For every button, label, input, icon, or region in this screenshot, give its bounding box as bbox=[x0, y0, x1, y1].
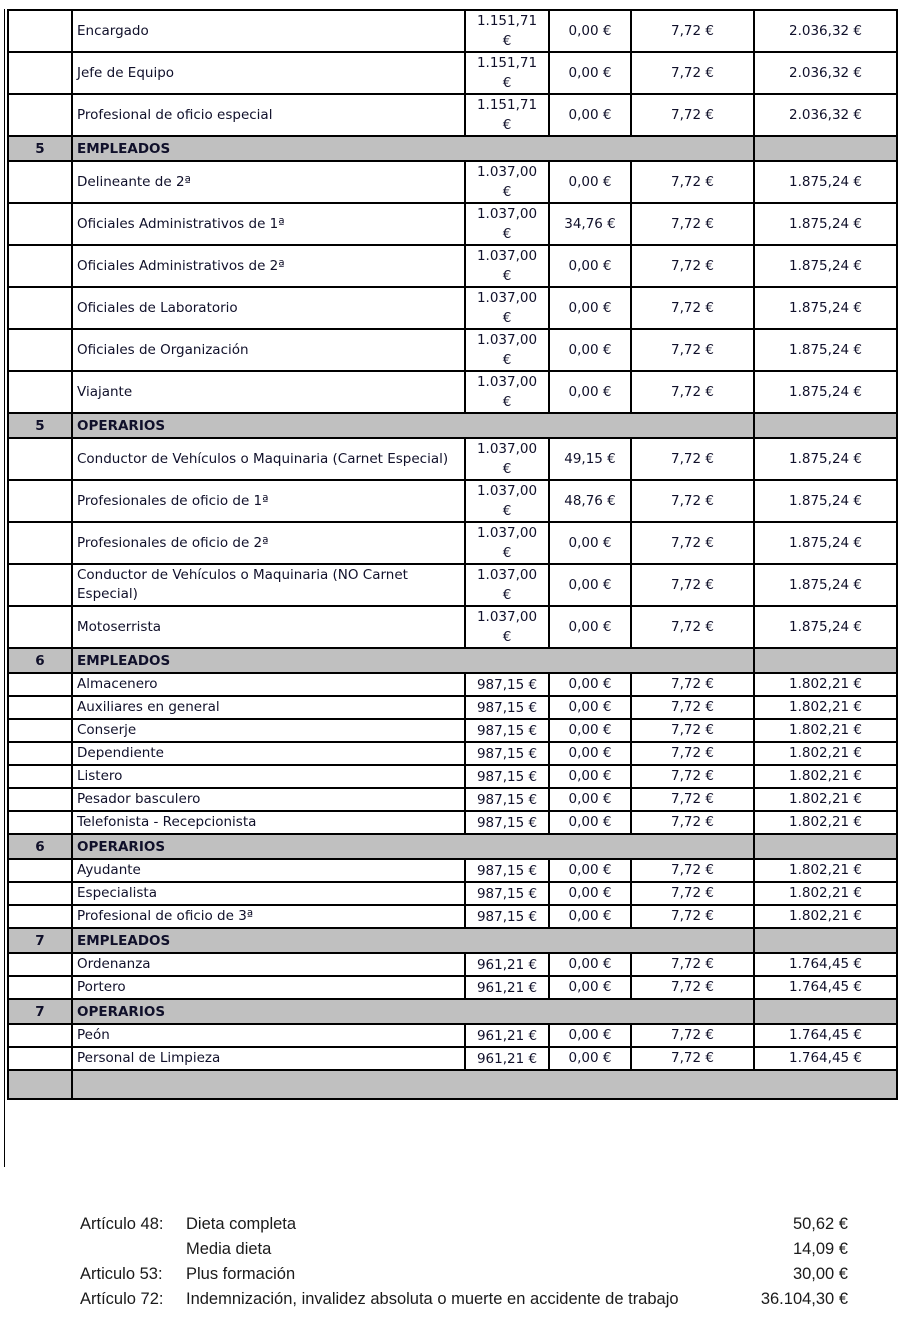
base-salary bbox=[465, 480, 549, 522]
plus-amount: 0,00 € bbox=[549, 94, 631, 136]
base-salary-amount: 1.037,00 bbox=[476, 525, 538, 541]
table-row bbox=[8, 719, 897, 742]
level-cell bbox=[8, 371, 72, 413]
article-row bbox=[80, 1262, 860, 1287]
article-label: Artículo 48: bbox=[80, 1215, 164, 1233]
base-salary-currency: € bbox=[502, 545, 512, 561]
plus-amount: 0,00 € bbox=[549, 371, 631, 413]
table-footer-row bbox=[8, 1070, 897, 1099]
level-cell bbox=[8, 811, 72, 834]
level-cell bbox=[8, 203, 72, 245]
total-amount: 1.875,24 € bbox=[754, 245, 897, 287]
category-name: Conserje bbox=[72, 719, 465, 742]
category-name: Oficiales de Laboratorio bbox=[72, 287, 465, 329]
table-outer-border bbox=[4, 9, 5, 1167]
level-cell bbox=[8, 882, 72, 905]
base-salary-currency: € bbox=[502, 226, 512, 242]
extra-amount: 7,72 € bbox=[631, 371, 754, 413]
group-label: EMPLEADOS bbox=[72, 928, 754, 953]
plus-amount: 0,00 € bbox=[549, 522, 631, 564]
category-name: Encargado bbox=[72, 10, 465, 52]
base-salary: 987,15 € bbox=[465, 905, 549, 928]
base-salary: 961,21 € bbox=[465, 976, 549, 999]
base-salary: 961,21 € bbox=[465, 1047, 549, 1070]
extra-amount: 7,72 € bbox=[631, 94, 754, 136]
level-cell bbox=[8, 606, 72, 648]
plus-amount: 0,00 € bbox=[549, 719, 631, 742]
group-label: OPERARIOS bbox=[72, 999, 754, 1024]
base-salary bbox=[465, 522, 549, 564]
footer-cell bbox=[72, 1070, 897, 1099]
level-cell bbox=[8, 287, 72, 329]
category-name: Profesionales de oficio de 2ª bbox=[72, 522, 465, 564]
total-amount: 1.802,21 € bbox=[754, 859, 897, 882]
base-salary-amount: 1.037,00 bbox=[476, 206, 538, 222]
base-salary bbox=[465, 10, 549, 52]
category-name: Motoserrista bbox=[72, 606, 465, 648]
plus-amount: 48,76 € bbox=[549, 480, 631, 522]
level-cell bbox=[8, 719, 72, 742]
table-row bbox=[8, 859, 897, 882]
plus-amount: 0,00 € bbox=[549, 673, 631, 696]
base-salary-currency: € bbox=[502, 587, 512, 603]
table-row bbox=[8, 287, 897, 329]
total-amount: 1.802,21 € bbox=[754, 788, 897, 811]
plus-amount: 0,00 € bbox=[549, 696, 631, 719]
total-amount: 2.036,32 € bbox=[754, 94, 897, 136]
total-amount: 1.875,24 € bbox=[754, 287, 897, 329]
group-level: 7 bbox=[8, 928, 72, 953]
plus-amount: 0,00 € bbox=[549, 953, 631, 976]
table-row bbox=[8, 1047, 897, 1070]
extra-amount: 7,72 € bbox=[631, 765, 754, 788]
category-name: Peón bbox=[72, 1024, 465, 1047]
table-row bbox=[8, 882, 897, 905]
table-row bbox=[8, 1024, 897, 1047]
category-name: Ayudante bbox=[72, 859, 465, 882]
level-cell bbox=[8, 1047, 72, 1070]
base-salary: 987,15 € bbox=[465, 788, 549, 811]
base-salary bbox=[465, 287, 549, 329]
base-salary-currency: € bbox=[502, 184, 512, 200]
base-salary-amount: 1.151,71 bbox=[476, 55, 538, 71]
table-row bbox=[8, 245, 897, 287]
table-row bbox=[8, 788, 897, 811]
table-row bbox=[8, 438, 897, 480]
plus-amount: 0,00 € bbox=[549, 788, 631, 811]
table-row bbox=[8, 905, 897, 928]
total-amount: 1.875,24 € bbox=[754, 329, 897, 371]
article-description: Dieta completa bbox=[186, 1215, 297, 1233]
total-amount: 1.875,24 € bbox=[754, 606, 897, 648]
level-cell bbox=[8, 673, 72, 696]
plus-amount: 0,00 € bbox=[549, 1024, 631, 1047]
level-cell bbox=[8, 696, 72, 719]
extra-amount: 7,72 € bbox=[631, 10, 754, 52]
plus-amount: 0,00 € bbox=[549, 976, 631, 999]
group-level: 7 bbox=[8, 999, 72, 1024]
total-amount: 1.875,24 € bbox=[754, 161, 897, 203]
table-row bbox=[8, 564, 897, 606]
footer-cell bbox=[8, 1070, 72, 1099]
table-row bbox=[8, 811, 897, 834]
total-amount: 1.802,21 € bbox=[754, 905, 897, 928]
group-header-row bbox=[8, 136, 897, 161]
plus-amount: 0,00 € bbox=[549, 1047, 631, 1070]
table-row bbox=[8, 161, 897, 203]
base-salary: 987,15 € bbox=[465, 696, 549, 719]
article-value: 14,09 € bbox=[792, 1240, 848, 1258]
level-cell bbox=[8, 329, 72, 371]
category-name: Listero bbox=[72, 765, 465, 788]
category-name: Conductor de Vehículos o Maquinaria (Carnet Especial) bbox=[72, 438, 465, 480]
base-salary-currency: € bbox=[502, 310, 512, 326]
base-salary-currency: € bbox=[502, 117, 512, 133]
plus-amount: 0,00 € bbox=[549, 52, 631, 94]
category-name: Profesionales de oficio de 1ª bbox=[72, 480, 465, 522]
base-salary: 987,15 € bbox=[465, 811, 549, 834]
plus-amount: 49,15 € bbox=[549, 438, 631, 480]
article-row bbox=[80, 1287, 860, 1312]
table-row bbox=[8, 203, 897, 245]
category-name: Pesador basculero bbox=[72, 788, 465, 811]
category-name: Ordenanza bbox=[72, 953, 465, 976]
article-label: Artículo 72: bbox=[80, 1290, 164, 1308]
extra-amount: 7,72 € bbox=[631, 882, 754, 905]
extra-amount: 7,72 € bbox=[631, 719, 754, 742]
group-total-cell bbox=[754, 999, 897, 1024]
base-salary bbox=[465, 52, 549, 94]
level-cell bbox=[8, 742, 72, 765]
base-salary bbox=[465, 161, 549, 203]
base-salary-currency: € bbox=[502, 268, 512, 284]
base-salary bbox=[465, 203, 549, 245]
group-total-cell bbox=[754, 413, 897, 438]
total-amount: 1.875,24 € bbox=[754, 203, 897, 245]
table-row bbox=[8, 52, 897, 94]
group-level: 6 bbox=[8, 648, 72, 673]
article-value: 50,62 € bbox=[792, 1215, 848, 1233]
base-salary: 961,21 € bbox=[465, 1024, 549, 1047]
extra-amount: 7,72 € bbox=[631, 953, 754, 976]
level-cell bbox=[8, 438, 72, 480]
plus-amount: 0,00 € bbox=[549, 10, 631, 52]
extra-amount: 7,72 € bbox=[631, 480, 754, 522]
plus-amount: 0,00 € bbox=[549, 161, 631, 203]
group-header-row bbox=[8, 413, 897, 438]
article-label: Articulo 53: bbox=[80, 1265, 163, 1283]
extra-amount: 7,72 € bbox=[631, 976, 754, 999]
extra-amount: 7,72 € bbox=[631, 161, 754, 203]
group-level: 5 bbox=[8, 136, 72, 161]
table-row bbox=[8, 673, 897, 696]
group-header-row bbox=[8, 648, 897, 673]
group-label: EMPLEADOS bbox=[72, 136, 754, 161]
base-salary bbox=[465, 329, 549, 371]
total-amount: 1.764,45 € bbox=[754, 953, 897, 976]
base-salary-currency: € bbox=[502, 394, 512, 410]
table-row bbox=[8, 953, 897, 976]
base-salary bbox=[465, 371, 549, 413]
group-header-row bbox=[8, 999, 897, 1024]
extra-amount: 7,72 € bbox=[631, 564, 754, 606]
level-cell bbox=[8, 52, 72, 94]
extra-amount: 7,72 € bbox=[631, 287, 754, 329]
category-name: Dependiente bbox=[72, 742, 465, 765]
total-amount: 1.802,21 € bbox=[754, 742, 897, 765]
base-salary: 961,21 € bbox=[465, 953, 549, 976]
plus-amount: 0,00 € bbox=[549, 811, 631, 834]
base-salary-currency: € bbox=[502, 352, 512, 368]
extra-amount: 7,72 € bbox=[631, 811, 754, 834]
base-salary-amount: 1.037,00 bbox=[476, 290, 538, 306]
base-salary-currency: € bbox=[502, 629, 512, 645]
base-salary: 987,15 € bbox=[465, 719, 549, 742]
base-salary bbox=[465, 606, 549, 648]
category-name: Oficiales Administrativos de 1ª bbox=[72, 203, 465, 245]
category-name: Jefe de Equipo bbox=[72, 52, 465, 94]
base-salary: 987,15 € bbox=[465, 882, 549, 905]
base-salary: 987,15 € bbox=[465, 673, 549, 696]
level-cell bbox=[8, 564, 72, 606]
category-name: Profesional de oficio especial bbox=[72, 94, 465, 136]
plus-amount: 0,00 € bbox=[549, 882, 631, 905]
base-salary-amount: 1.037,00 bbox=[476, 483, 538, 499]
extra-amount: 7,72 € bbox=[631, 245, 754, 287]
base-salary-amount: 1.151,71 bbox=[476, 13, 538, 29]
base-salary-amount: 1.037,00 bbox=[476, 609, 538, 625]
article-row bbox=[80, 1212, 860, 1237]
level-cell bbox=[8, 765, 72, 788]
base-salary: 987,15 € bbox=[465, 859, 549, 882]
extra-amount: 7,72 € bbox=[631, 742, 754, 765]
total-amount: 1.875,24 € bbox=[754, 480, 897, 522]
base-salary bbox=[465, 94, 549, 136]
level-cell bbox=[8, 788, 72, 811]
base-salary-currency: € bbox=[502, 461, 512, 477]
total-amount: 1.764,45 € bbox=[754, 976, 897, 999]
plus-amount: 0,00 € bbox=[549, 742, 631, 765]
total-amount: 1.875,24 € bbox=[754, 371, 897, 413]
base-salary-amount: 1.037,00 bbox=[476, 248, 538, 264]
total-amount: 2.036,32 € bbox=[754, 10, 897, 52]
table-row bbox=[8, 10, 897, 52]
base-salary-amount: 1.037,00 bbox=[476, 332, 538, 348]
level-cell bbox=[8, 859, 72, 882]
extra-amount: 7,72 € bbox=[631, 52, 754, 94]
total-amount: 1.764,45 € bbox=[754, 1024, 897, 1047]
level-cell bbox=[8, 245, 72, 287]
extra-amount: 7,72 € bbox=[631, 329, 754, 371]
total-amount: 1.802,21 € bbox=[754, 811, 897, 834]
level-cell bbox=[8, 1024, 72, 1047]
total-amount: 1.802,21 € bbox=[754, 882, 897, 905]
extra-amount: 7,72 € bbox=[631, 1024, 754, 1047]
plus-amount: 0,00 € bbox=[549, 245, 631, 287]
article-description: Indemnización, invalidez absoluta o muerte en accidente de trabajo bbox=[186, 1290, 679, 1308]
category-name: Portero bbox=[72, 976, 465, 999]
extra-amount: 7,72 € bbox=[631, 438, 754, 480]
group-total-cell bbox=[754, 648, 897, 673]
group-header-row bbox=[8, 928, 897, 953]
category-name: Telefonista - Recepcionista bbox=[72, 811, 465, 834]
article-description: Media dieta bbox=[186, 1240, 272, 1258]
base-salary: 987,15 € bbox=[465, 765, 549, 788]
category-name: Oficiales de Organización bbox=[72, 329, 465, 371]
plus-amount: 34,76 € bbox=[549, 203, 631, 245]
level-cell bbox=[8, 953, 72, 976]
group-total-cell bbox=[754, 136, 897, 161]
plus-amount: 0,00 € bbox=[549, 859, 631, 882]
extra-amount: 7,72 € bbox=[631, 522, 754, 564]
base-salary-currency: € bbox=[502, 75, 512, 91]
group-level: 6 bbox=[8, 834, 72, 859]
article-value: 36.104,30 € bbox=[760, 1290, 848, 1308]
base-salary-amount: 1.037,00 bbox=[476, 374, 538, 390]
extra-amount: 7,72 € bbox=[631, 905, 754, 928]
total-amount: 1.802,21 € bbox=[754, 673, 897, 696]
table-row bbox=[8, 522, 897, 564]
base-salary-amount: 1.037,00 bbox=[476, 164, 538, 180]
total-amount: 1.875,24 € bbox=[754, 438, 897, 480]
plus-amount: 0,00 € bbox=[549, 564, 631, 606]
plus-amount: 0,00 € bbox=[549, 765, 631, 788]
article-value: 30,00 € bbox=[792, 1265, 848, 1283]
category-name: Personal de Limpieza bbox=[72, 1047, 465, 1070]
total-amount: 1.802,21 € bbox=[754, 696, 897, 719]
extra-amount: 7,72 € bbox=[631, 788, 754, 811]
total-amount: 2.036,32 € bbox=[754, 52, 897, 94]
extra-amount: 7,72 € bbox=[631, 1047, 754, 1070]
level-cell bbox=[8, 976, 72, 999]
group-level: 5 bbox=[8, 413, 72, 438]
table-row bbox=[8, 94, 897, 136]
category-name: Auxiliares en general bbox=[72, 696, 465, 719]
level-cell bbox=[8, 480, 72, 522]
level-cell bbox=[8, 10, 72, 52]
extra-amount: 7,72 € bbox=[631, 673, 754, 696]
category-name: Especialista bbox=[72, 882, 465, 905]
group-label: OPERARIOS bbox=[72, 413, 754, 438]
plus-amount: 0,00 € bbox=[549, 287, 631, 329]
level-cell bbox=[8, 161, 72, 203]
base-salary-currency: € bbox=[502, 33, 512, 49]
table-row bbox=[8, 976, 897, 999]
level-cell bbox=[8, 522, 72, 564]
salary-table bbox=[7, 9, 898, 1100]
level-cell bbox=[8, 905, 72, 928]
table-row bbox=[8, 606, 897, 648]
group-label: EMPLEADOS bbox=[72, 648, 754, 673]
extra-amount: 7,72 € bbox=[631, 606, 754, 648]
base-salary bbox=[465, 438, 549, 480]
base-salary bbox=[465, 564, 549, 606]
base-salary-amount: 1.151,71 bbox=[476, 97, 538, 113]
category-name: Conductor de Vehículos o Maquinaria (NO Carnet Especial) bbox=[72, 564, 465, 606]
total-amount: 1.875,24 € bbox=[754, 522, 897, 564]
total-amount: 1.802,21 € bbox=[754, 765, 897, 788]
group-label: OPERARIOS bbox=[72, 834, 754, 859]
table-row bbox=[8, 329, 897, 371]
base-salary-currency: € bbox=[502, 503, 512, 519]
base-salary-amount: 1.037,00 bbox=[476, 441, 538, 457]
base-salary-amount: 1.037,00 bbox=[476, 567, 538, 583]
category-name: Oficiales Administrativos de 2ª bbox=[72, 245, 465, 287]
plus-amount: 0,00 € bbox=[549, 329, 631, 371]
base-salary: 987,15 € bbox=[465, 742, 549, 765]
total-amount: 1.802,21 € bbox=[754, 719, 897, 742]
group-total-cell bbox=[754, 834, 897, 859]
category-name: Profesional de oficio de 3ª bbox=[72, 905, 465, 928]
group-total-cell bbox=[754, 928, 897, 953]
article-description: Plus formación bbox=[186, 1265, 296, 1283]
total-amount: 1.764,45 € bbox=[754, 1047, 897, 1070]
category-name: Almacenero bbox=[72, 673, 465, 696]
extra-amount: 7,72 € bbox=[631, 859, 754, 882]
table-row bbox=[8, 480, 897, 522]
category-name: Viajante bbox=[72, 371, 465, 413]
extra-amount: 7,72 € bbox=[631, 696, 754, 719]
group-header-row bbox=[8, 834, 897, 859]
base-salary bbox=[465, 245, 549, 287]
total-amount: 1.875,24 € bbox=[754, 564, 897, 606]
table-row bbox=[8, 742, 897, 765]
level-cell bbox=[8, 94, 72, 136]
category-name: Delineante de 2ª bbox=[72, 161, 465, 203]
table-row bbox=[8, 371, 897, 413]
articles-list bbox=[80, 1212, 860, 1312]
plus-amount: 0,00 € bbox=[549, 905, 631, 928]
table-row bbox=[8, 696, 897, 719]
table-row bbox=[8, 765, 897, 788]
extra-amount: 7,72 € bbox=[631, 203, 754, 245]
plus-amount: 0,00 € bbox=[549, 606, 631, 648]
article-row bbox=[80, 1237, 860, 1262]
